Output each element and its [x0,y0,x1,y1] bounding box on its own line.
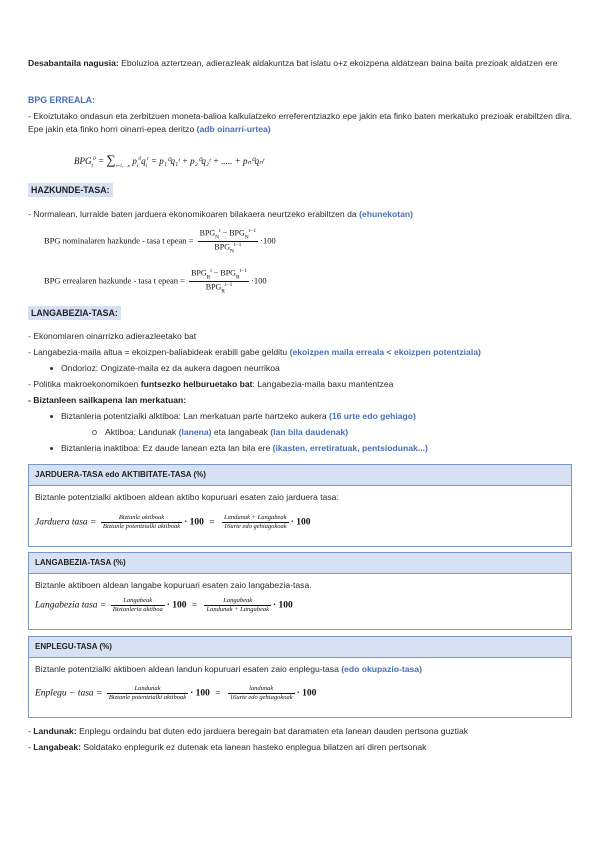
langabezia-f2-num: Langabeak [204,597,271,606]
definition-langabeak-text: Soldatako enplegurik ez dutenak eta lanean hasteko enplegua bilatzen ari diren pertsonak [81,742,427,752]
langabezia-f2-mult: · 100 [272,600,293,611]
bullet-icon [50,447,53,450]
hazkunde-title-wrap [28,184,113,197]
bpg-erreala-formula: $BPG_t^0 = \sum_{i=1,...,n}$ $p_i^0q_i^t$ = p₁⁰q₁ᵗ + p₂⁰q₂ᵗ + ..... + pₙ⁰qₙᵗ [74,152,265,169]
bpg-erreala-paragraph [28,110,572,136]
hazkunde-paragraph [28,208,572,221]
jarduera-eq: = [208,517,216,528]
jarduera-tasa-box [28,464,572,547]
jarduera-f1-num: Biztanle aktiboak [101,514,182,523]
hazkunde-nominal-formula: BPG nominalaren hazkunde - tasa t epean = $\frac{BPG_N^t - BPG_N^{t-1}}{BPG_N^{t-1}}$ ·100 [44,228,276,255]
definition-langabeak: - Langabeak: Soldatako enplegurik ez dutenak eta lanean hasteko enplegua bilatzen ari diren pertsonak [28,742,427,752]
enplegu-box-header: ENPLEGU-TASA (%) [29,637,571,658]
definition-langabeak-label: Langabeak: [33,742,82,752]
langabezia-line-5 [28,394,572,407]
hazkunde-title: HAZKUNDE-TASA: [28,183,113,197]
bpg-formula-lhs: BPG [74,156,92,166]
jarduera-formula [35,514,565,531]
langabezia-title: LANGABEZIA-TASA: [28,306,121,320]
hazkunde-f1-mult: ·100 [260,235,276,246]
bpg-erreala-title: BPG ERREALA: [28,95,95,105]
langabezia-l4-bold: funtsezko helburuetako bat [140,379,253,389]
jarduera-f2-den: 16urte edo gehiagokoak [223,522,287,530]
langabezia-l6-text: Biztanleria potentzialki alktiboa: Lan merkatuan parte hartzeko aukera [61,411,329,421]
definition-landunak-label: Landunak: [33,726,77,736]
jarduera-f2-mult: · 100 [290,517,311,528]
langabezia-eq: = [191,600,198,611]
intro-paragraph [28,57,572,70]
langabezia-l4-post: : Langabezia-maila baxu mantentzea [252,379,394,389]
enplegu-f2-den: 16urte edo gehiagokoak [229,693,293,701]
langabezia-line-2 [28,346,572,359]
langabezia-line-3 [50,362,280,375]
langabezia-f1-num: Langabeak [111,597,165,606]
bpg-erreala-text: - Ekoiztutako ondasun eta zerbitzuen moneta-balioa kalkulatzeko erreferentziazko epe jakin eta finko baten merkatuko prezioak erabiltzen dira. Epe jakin eta finko horri oinarri-epea deritzo [28,111,572,134]
langabezia-l6-note: (16 urte edo gehiago) [329,411,416,421]
langabezia-l7-mid: eta langabeak [211,427,271,437]
bullet-icon [50,367,53,370]
bullet-icon [50,415,53,418]
jarduera-f2-num: Landunak + Langabeak [222,514,289,523]
langabezia-formula [35,597,565,614]
langabezia-f1-mult: · 100 [166,600,187,611]
jarduera-f1-den: Biztanle potentzialki aktiboak [102,522,181,530]
langabezia-f1-den: Biztanleria aktiboa [112,605,163,613]
jarduera-box-text: Biztanle potentzialki aktiboen aldean aktibo kopuruari esaten zaio jarduera tasa: [35,492,339,502]
enplegu-formula [35,685,565,702]
langabezia-title-wrap [28,307,121,320]
langabezia-tasa-box [28,552,572,630]
langabezia-l5-text: - Biztanleen sailkapena lan merkatuan: [28,395,187,405]
enplegu-eq: = [214,688,222,699]
enplegu-box-note: (edo okupazio-tasa) [341,664,422,674]
langabezia-box-text: Biztanle aktiboen aldean langabe kopuruari esaten zaio langabezia-tasa. [35,580,312,590]
jarduera-box-header: JARDUERA-TASA edo AKTIBITATE-TASA (%) [29,465,571,486]
langabezia-l4-pre: - Politika makroekonomikoen [28,379,141,389]
hazkunde-f2-label: BPG errealaren hazkunde - tasa t epean = [44,275,185,286]
langabezia-l7-pre: Aktiboa: Landunak [105,427,179,437]
langabezia-l7-note1: (lanena) [178,427,212,437]
langabezia-line-4 [28,378,572,391]
langabezia-l7-note2: (lan bila daudenak) [270,427,349,437]
langabezia-l8-text: Biztanleria inaktiboa: Ez daude lanean ezta lan bila ere [61,443,273,453]
intro-label: Desabantaila nagusia: [28,58,119,68]
hazkunde-f1-label: BPG nominalaren hazkunde - tasa t epean = [44,235,194,246]
langabezia-l2-note: (ekoizpen maila erreala < ekoizpen potentziala) [289,347,481,357]
langabezia-line-1: - Ekonomiaren oinarrizko adierazleetako bat [28,331,197,341]
enplegu-f1-num: Landunak [107,685,188,694]
enplegu-f2-num: landunak [228,685,295,694]
hazkunde-f2-mult: ·100 [251,275,267,286]
langabezia-formula-lhs: Langabezia tasa = [35,600,107,611]
enplegu-formula-lhs: Enplegu − tasa = [35,688,103,699]
bpg-formula-rhs: p₁⁰q₁ᵗ + p₂⁰q₂ᵗ + ..... + pₙ⁰qₙᵗ [159,156,265,166]
langabezia-l3-text: Ondorioz: Ongizate-maila ez da aukera dagoen neurrikoa [61,363,280,373]
enplegu-box-text: Biztanle potentzialki aktiboen aldean landun kopuruari esaten zaio enplegu-tasa [35,664,342,674]
hazkunde-text: - Normalean, lurralde baten jarduera ekonomikoaren bilakaera neurtzeko erabiltzen da [28,209,360,219]
langabezia-line-7 [92,426,348,439]
jarduera-formula-lhs: Jarduera tasa = [35,517,97,528]
enplegu-tasa-box [28,636,572,718]
langabezia-l8-note: (ikasten, erretiratuak, pentsiodunak...) [272,443,428,453]
sub-bullet-icon [92,430,97,435]
definition-landunak-text: Enplegu ordaindu bat duten edo jarduera beregain bat daramaten eta lanean dauden pertsona guztiak [76,726,469,736]
langabezia-f2-den: Landunak + Langabeak [206,605,269,613]
langabezia-box-header: LANGABEZIA-TASA (%) [29,553,571,574]
enplegu-f1-den: Biztanle potentzialki aktiboak [108,693,187,701]
langabezia-line-8 [50,442,428,455]
intro-text: Eboluzioa aztertzean, adierazleak aldakuntza bat islatu o+z ekoizpena aldatzean baina baita prezioak aldatzen ere [118,58,558,68]
bpg-erreala-note: (adb oinarri-urtea) [196,123,271,134]
enplegu-box-line [35,663,565,676]
jarduera-f1-mult: · 100 [184,517,204,528]
enplegu-f1-mult: · 100 [190,688,210,699]
hazkunde-note: (ehunekotan) [359,209,414,219]
langabezia-line-6 [50,410,416,423]
enplegu-f2-mult: · 100 [296,688,317,699]
definition-landunak: - Landunak: Enplegu ordaindu bat duten edo jarduera beregain bat daramaten eta lanean dauden pertsona guztiak [28,726,469,736]
hazkunde-erreala-formula: BPG errealaren hazkunde - tasa t epean = $\frac{BPG_R^t - BPG_R^{t-1}}{BPG_R^{t-1}}$ ·100 [44,268,267,295]
langabezia-l2-text: - Langabezia-maila altua = ekoizpen-baliabideak erabili gabe gelditu [28,347,290,357]
